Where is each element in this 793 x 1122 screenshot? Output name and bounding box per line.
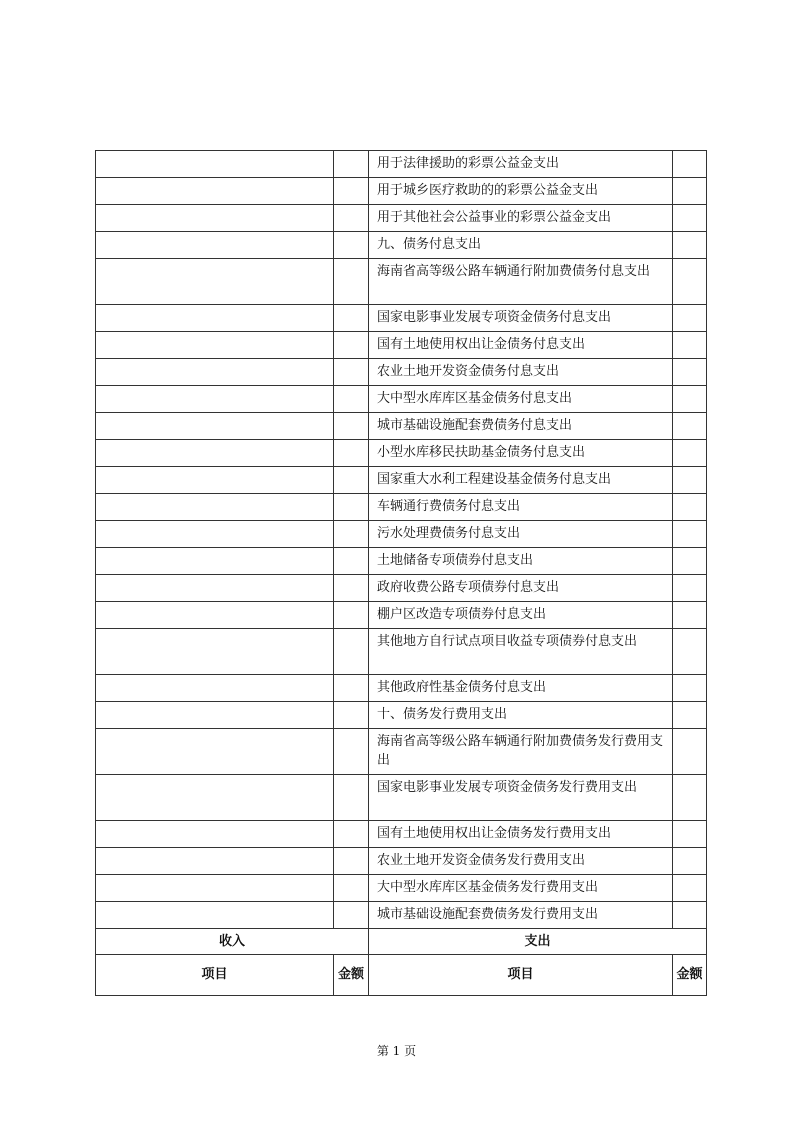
expense-amount-cell [673,386,707,413]
table-row [96,151,707,178]
income-amount-cell [334,675,369,702]
table-body [96,151,707,996]
expense-amount-cell [673,259,707,305]
expense-item-cell: 政府收费公路专项债券付息支出 [369,575,673,602]
expense-item-cell: 国家重大水利工程建设基金债务付息支出 [369,467,673,494]
table-row [96,440,707,467]
income-item-cell [96,875,334,902]
income-item-cell [96,205,334,232]
income-item-cell [96,729,334,775]
budget-table [95,150,707,996]
table-row [96,702,707,729]
income-amount-cell [334,467,369,494]
expense-item-cell: 用于城乡医疗救助的的彩票公益金支出 [369,178,673,205]
income-item-cell [96,232,334,259]
table-row [96,548,707,575]
income-item-cell [96,440,334,467]
income-amount-cell [334,629,369,675]
expense-item-cell: 用于法律援助的彩票公益金支出 [369,151,673,178]
table-row [96,332,707,359]
section-header-row [96,929,707,955]
income-header: 收入 [96,929,369,955]
expense-amount-cell [673,875,707,902]
expense-amount-cell [673,232,707,259]
income-amount-cell [334,359,369,386]
expense-amount-cell [673,332,707,359]
income-amount-cell [334,494,369,521]
expense-amount-cell [673,494,707,521]
expense-amount-cell [673,702,707,729]
expense-amount-cell [673,440,707,467]
expense-item-cell: 九、债务付息支出 [369,232,673,259]
table-row [96,413,707,440]
income-amount-header: 金额 [334,955,369,996]
income-item-cell [96,821,334,848]
expense-item-cell: 其他政府性基金债务付息支出 [369,675,673,702]
expense-item-cell: 海南省高等级公路车辆通行附加费债务发行费用支出 [369,729,673,775]
table-row [96,602,707,629]
income-item-cell [96,359,334,386]
income-item-cell [96,178,334,205]
income-item-cell [96,259,334,305]
table-row [96,775,707,821]
income-amount-cell [334,821,369,848]
income-amount-cell [334,848,369,875]
expense-amount-cell [673,902,707,929]
income-item-cell [96,548,334,575]
expense-item-cell: 大中型水库库区基金债务发行费用支出 [369,875,673,902]
table-row [96,467,707,494]
table-row [96,232,707,259]
income-item-cell [96,602,334,629]
expense-amount-cell [673,151,707,178]
income-amount-cell [334,151,369,178]
expense-amount-cell [673,359,707,386]
income-amount-cell [334,775,369,821]
expense-item-cell: 农业土地开发资金债务付息支出 [369,359,673,386]
expense-amount-cell [673,305,707,332]
expense-item-cell: 国家电影事业发展专项资金债务发行费用支出 [369,775,673,821]
expense-amount-cell [673,675,707,702]
table-row [96,848,707,875]
expense-item-cell: 农业土地开发资金债务发行费用支出 [369,848,673,875]
income-item-cell [96,775,334,821]
expense-item-cell: 城市基础设施配套费债务发行费用支出 [369,902,673,929]
income-amount-cell [334,386,369,413]
income-amount-cell [334,875,369,902]
income-item-cell [96,467,334,494]
table-row [96,521,707,548]
income-item-cell [96,305,334,332]
income-amount-cell [334,205,369,232]
income-item-cell [96,386,334,413]
income-amount-cell [334,440,369,467]
income-item-cell [96,629,334,675]
table-row [96,359,707,386]
income-amount-cell [334,232,369,259]
expense-amount-cell [673,413,707,440]
income-item-cell [96,521,334,548]
expense-item-cell: 其他地方自行试点项目收益专项债券付息支出 [369,629,673,675]
income-item-header: 项目 [96,955,334,996]
expense-amount-cell [673,575,707,602]
expense-amount-cell [673,775,707,821]
expense-item-cell: 用于其他社会公益事业的彩票公益金支出 [369,205,673,232]
table-row [96,729,707,775]
income-amount-cell [334,548,369,575]
table-row [96,259,707,305]
income-amount-cell [334,729,369,775]
income-amount-cell [334,259,369,305]
income-item-cell [96,675,334,702]
expense-amount-cell [673,548,707,575]
income-amount-cell [334,413,369,440]
expense-item-cell: 土地储备专项债券付息支出 [369,548,673,575]
income-amount-cell [334,902,369,929]
expenditure-header: 支出 [369,929,707,955]
income-amount-cell [334,178,369,205]
table-row [96,902,707,929]
expense-item-cell: 国有土地使用权出让金债务发行费用支出 [369,821,673,848]
table-row [96,575,707,602]
income-amount-cell [334,702,369,729]
expense-amount-cell [673,629,707,675]
income-item-cell [96,902,334,929]
expense-item-cell: 污水处理费债务付息支出 [369,521,673,548]
expense-item-cell: 车辆通行费债务付息支出 [369,494,673,521]
expense-amount-cell [673,467,707,494]
expense-amount-header: 金额 [673,955,707,996]
table-row [96,205,707,232]
expense-item-cell: 国有土地使用权出让金债务付息支出 [369,332,673,359]
expense-amount-cell [673,848,707,875]
expense-item-cell: 大中型水库库区基金债务付息支出 [369,386,673,413]
table-row [96,675,707,702]
expense-item-cell: 十、债务发行费用支出 [369,702,673,729]
income-item-cell [96,575,334,602]
income-amount-cell [334,521,369,548]
income-item-cell [96,702,334,729]
expense-item-cell: 小型水库移民扶助基金债务付息支出 [369,440,673,467]
income-amount-cell [334,305,369,332]
expense-item-cell: 海南省高等级公路车辆通行附加费债务付息支出 [369,259,673,305]
table-row [96,629,707,675]
expense-amount-cell [673,178,707,205]
expense-amount-cell [673,602,707,629]
page-number: 第 1 页 [376,1044,417,1058]
expense-item-cell: 城市基础设施配套费债务付息支出 [369,413,673,440]
table-row [96,178,707,205]
expense-amount-cell [673,729,707,775]
expense-item-cell: 棚户区改造专项债券付息支出 [369,602,673,629]
expense-amount-cell [673,821,707,848]
income-item-cell [96,332,334,359]
table-row [96,821,707,848]
income-item-cell [96,151,334,178]
table-row [96,875,707,902]
expense-amount-cell [673,521,707,548]
income-item-cell [96,848,334,875]
column-header-row [96,955,707,996]
table-row [96,386,707,413]
income-amount-cell [334,602,369,629]
table-row [96,494,707,521]
table-row [96,305,707,332]
income-amount-cell [334,575,369,602]
expense-amount-cell [673,205,707,232]
income-item-cell [96,413,334,440]
expense-item-cell: 国家电影事业发展专项资金债务付息支出 [369,305,673,332]
expense-item-header: 项目 [369,955,673,996]
income-amount-cell [334,332,369,359]
income-item-cell [96,494,334,521]
